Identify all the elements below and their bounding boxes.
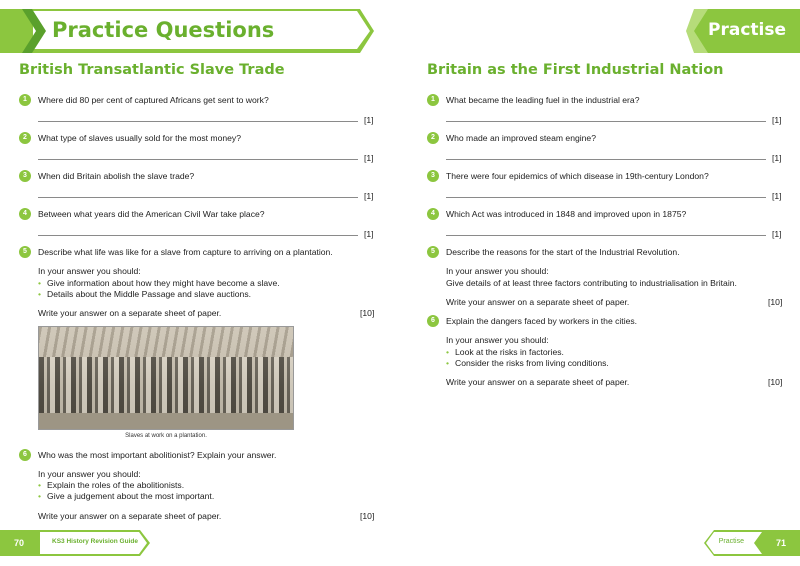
answer-instruction: Write your answer on a separate sheet of paper. bbox=[38, 308, 222, 318]
engraving-ground bbox=[39, 413, 293, 429]
question-number: 3 bbox=[19, 170, 31, 182]
question-text: Between what years did the American Civil War take place? bbox=[38, 209, 265, 219]
question-number: 3 bbox=[427, 170, 439, 182]
section-title-slave-trade: British Transatlantic Slave Trade bbox=[19, 62, 285, 78]
question-text: When did Britain abolish the slave trade? bbox=[38, 171, 195, 181]
question-number: 2 bbox=[19, 132, 31, 144]
mark-allocation: [1] bbox=[364, 191, 374, 201]
bullet-icon: • bbox=[446, 358, 450, 368]
bullet-icon: • bbox=[38, 480, 42, 490]
footer-guide-title: KS3 History Revision Guide bbox=[52, 538, 138, 545]
footer-practise-label: Practise bbox=[718, 538, 744, 545]
mark-allocation: [10] bbox=[768, 297, 783, 307]
mark-allocation: [1] bbox=[364, 115, 374, 125]
answer-line[interactable] bbox=[38, 159, 358, 160]
answer-line[interactable] bbox=[38, 235, 358, 236]
question-text: Where did 80 per cent of captured Africans get sent to work? bbox=[38, 95, 269, 105]
mark-allocation: [1] bbox=[772, 115, 782, 125]
mark-allocation: [10] bbox=[360, 511, 375, 521]
plantation-engraving bbox=[38, 326, 294, 430]
answer-guidance-detail: Give details of at least three factors contributing to industrialisation in Britain. bbox=[446, 278, 737, 288]
answer-guidance-intro: In your answer you should: bbox=[38, 266, 141, 276]
bullet-icon: • bbox=[446, 347, 450, 357]
answer-line[interactable] bbox=[446, 235, 766, 236]
bullet-icon: • bbox=[38, 289, 42, 299]
question-text: Who made an improved steam engine? bbox=[446, 133, 596, 143]
question-number: 1 bbox=[19, 94, 31, 106]
answer-guidance-intro: In your answer you should: bbox=[446, 266, 549, 276]
bullet-icon: • bbox=[38, 491, 42, 501]
answer-instruction: Write your answer on a separate sheet of paper. bbox=[446, 377, 630, 387]
guidance-bullet: • Give a judgement about the most important. bbox=[38, 491, 215, 501]
engraving-roof bbox=[39, 327, 293, 357]
question-text: Explain the dangers faced by workers in the cities. bbox=[446, 316, 638, 326]
mark-allocation: [10] bbox=[360, 308, 375, 318]
guidance-bullet: • Consider the risks from living conditions. bbox=[446, 358, 609, 368]
question-number: 4 bbox=[427, 208, 439, 220]
image-caption: Slaves at work on a plantation. bbox=[125, 433, 207, 439]
mark-allocation: [1] bbox=[772, 153, 782, 163]
section-title-industrial-nation: Britain as the First Industrial Nation bbox=[427, 62, 724, 78]
page-number-left: 70 bbox=[14, 538, 25, 548]
engraving-figures bbox=[39, 357, 293, 417]
answer-guidance-intro: In your answer you should: bbox=[38, 469, 141, 479]
question-number: 5 bbox=[427, 246, 439, 258]
mark-allocation: [1] bbox=[772, 229, 782, 239]
guidance-bullet: • Give information about how they might have become a slave. bbox=[38, 278, 280, 288]
question-text: What became the leading fuel in the industrial era? bbox=[446, 95, 640, 105]
answer-line[interactable] bbox=[38, 197, 358, 198]
question-number: 5 bbox=[19, 246, 31, 258]
guidance-bullet: • Details about the Middle Passage and slave auctions. bbox=[38, 289, 252, 299]
page-number-right: 71 bbox=[775, 538, 786, 548]
guidance-bullet: • Explain the roles of the abolitionists. bbox=[38, 480, 185, 490]
practise-badge-label: Practise bbox=[708, 20, 786, 40]
bullet-icon: • bbox=[38, 278, 42, 288]
question-number: 4 bbox=[19, 208, 31, 220]
question-text: There were four epidemics of which disease in 19th-century London? bbox=[446, 171, 709, 181]
page-title: Practice Questions bbox=[52, 18, 275, 42]
question-number: 2 bbox=[427, 132, 439, 144]
question-number: 1 bbox=[427, 94, 439, 106]
answer-guidance-intro: In your answer you should: bbox=[446, 335, 549, 345]
guidance-bullet: • Look at the risks in factories. bbox=[446, 347, 564, 357]
answer-instruction: Write your answer on a separate sheet of paper. bbox=[38, 511, 222, 521]
answer-line[interactable] bbox=[38, 121, 358, 122]
mark-allocation: [10] bbox=[768, 377, 783, 387]
answer-line[interactable] bbox=[446, 197, 766, 198]
question-text: Describe what life was like for a slave from capture to arriving on a plantation. bbox=[38, 247, 333, 257]
answer-line[interactable] bbox=[446, 121, 766, 122]
question-text: Describe the reasons for the start of the Industrial Revolution. bbox=[446, 247, 680, 257]
question-number: 6 bbox=[427, 315, 439, 327]
question-text: Which Act was introduced in 1848 and improved upon in 1875? bbox=[446, 209, 687, 219]
mark-allocation: [1] bbox=[772, 191, 782, 201]
question-number: 6 bbox=[19, 449, 31, 461]
question-text: What type of slaves usually sold for the most money? bbox=[38, 133, 242, 143]
question-text: Who was the most important abolitionist? Explain your answer. bbox=[38, 450, 277, 460]
answer-instruction: Write your answer on a separate sheet of paper. bbox=[446, 297, 630, 307]
mark-allocation: [1] bbox=[364, 153, 374, 163]
answer-line[interactable] bbox=[446, 159, 766, 160]
mark-allocation: [1] bbox=[364, 229, 374, 239]
